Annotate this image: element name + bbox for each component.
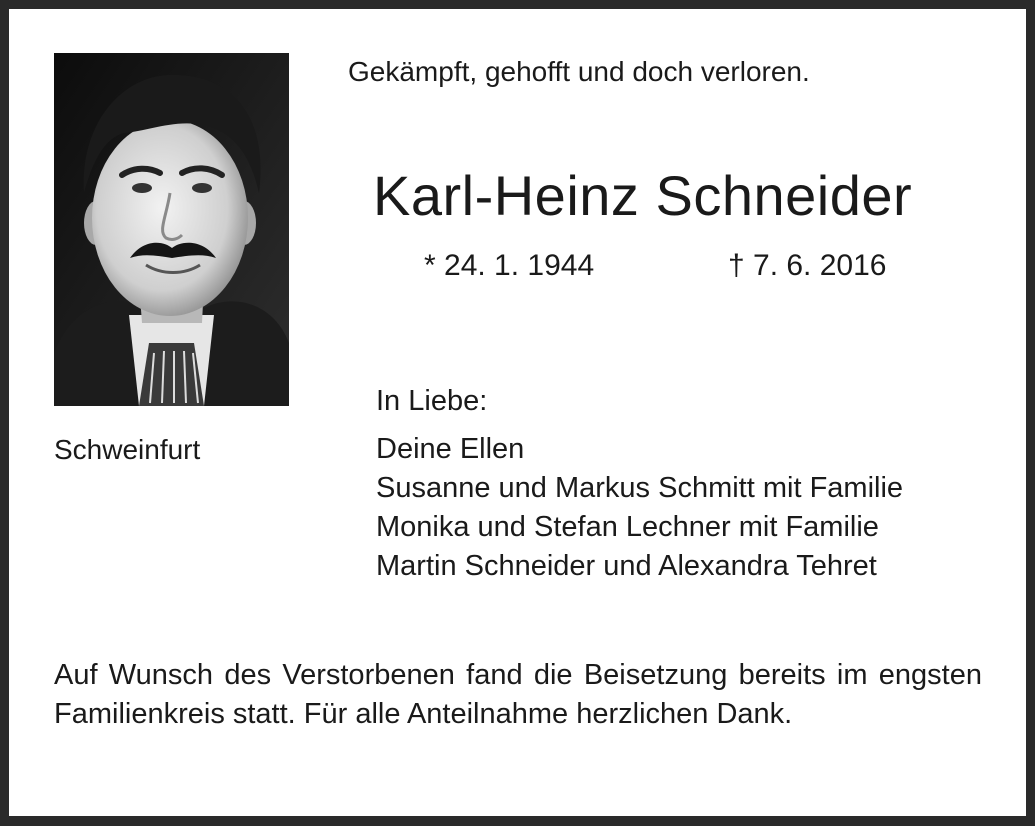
mourners-list bbox=[376, 430, 903, 586]
mourner-entry: Monika und Stefan Lechner mit Familie bbox=[376, 511, 879, 543]
closing-notice: Auf Wunsch des Verstorbenen fand die Beisetzung bereits im engsten Familienkreis statt. Für alle Anteilnahme herzlichen Dank. bbox=[54, 659, 982, 730]
mourner-entry: Martin Schneider und Alexandra Tehret bbox=[376, 550, 877, 582]
portrait-photo bbox=[54, 53, 289, 406]
love-heading: In Liebe: bbox=[376, 385, 488, 417]
city-label: Schweinfurt bbox=[54, 434, 201, 465]
birth-date: * 24. 1. 1944 bbox=[424, 249, 595, 282]
death-date: † 7. 6. 2016 bbox=[728, 249, 887, 282]
motto-text: Gekämpft, gehofft und doch verloren. bbox=[348, 56, 810, 87]
mourner-entry: Susanne und Markus Schmitt mit Familie bbox=[376, 472, 904, 504]
mourner-entry: Deine Ellen bbox=[376, 433, 525, 465]
deceased-name: Karl-Heinz Schneider bbox=[373, 164, 913, 227]
